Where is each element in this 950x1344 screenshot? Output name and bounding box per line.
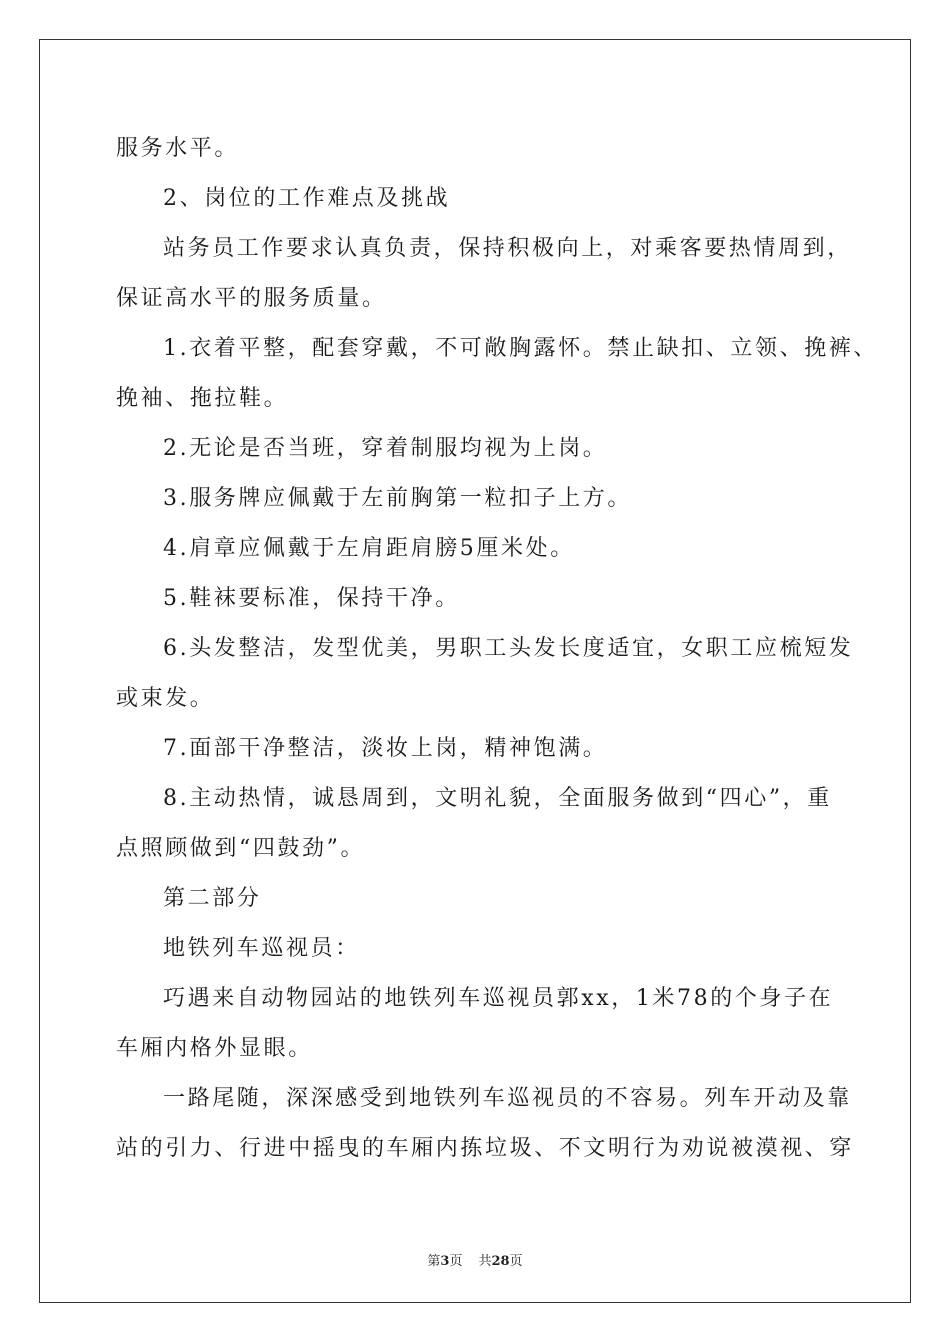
page-prefix: 第 <box>427 1254 441 1269</box>
paragraph-line: 站务员工作要求认真负责，保持积极向上，对乘客要热情周到， <box>163 236 852 261</box>
total-pages: 28 <box>491 1254 510 1269</box>
list-item-7: 7.面部干净整洁，淡妆上岗，精神饱满。 <box>163 736 608 761</box>
list-item-6-cont: 或束发。 <box>116 686 215 711</box>
list-item-2: 2.无论是否当班，穿着制服均视为上岗。 <box>163 436 608 461</box>
list-item-1-cont: 挽袖、拖拉鞋。 <box>116 386 289 411</box>
list-item-5: 5.鞋袜要标准，保持干净。 <box>163 586 460 611</box>
list-item-8: 8.主动热情，诚恳周到，文明礼貌，全面服务做到“四心”，重 <box>163 786 832 811</box>
total-suffix: 页 <box>509 1254 523 1269</box>
page-suffix: 页 <box>449 1254 463 1269</box>
paragraph-line: 车厢内格外显眼。 <box>116 1036 313 1061</box>
paragraph-line: 巧遇来自动物园站的地铁列车巡视员郭xx，1米78的个身子在 <box>163 986 834 1011</box>
list-item-8-cont: 点照顾做到“四鼓劲”。 <box>116 836 366 861</box>
paragraph-line: 站的引力、行进中摇曳的车厢内拣垃圾、不文明行为劝说被漠视、穿 <box>116 1136 855 1161</box>
paragraph-line: 服务水平。 <box>116 136 240 161</box>
list-item-3: 3.服务牌应佩戴于左前胸第一粒扣子上方。 <box>163 486 632 511</box>
list-item-4: 4.肩章应佩戴于左肩距肩膀5厘米处。 <box>163 536 575 561</box>
page-footer <box>0 1250 950 1269</box>
subsection-heading: 地铁列车巡视员： <box>163 936 360 961</box>
total-prefix: 共 <box>478 1254 492 1269</box>
paragraph-line: 一路尾随，深深感受到地铁列车巡视员的不容易。列车开动及靠 <box>163 1086 852 1111</box>
paragraph-line: 保证高水平的服务质量。 <box>116 286 387 311</box>
page-number: 3 <box>440 1254 450 1269</box>
part-heading: 第二部分 <box>163 886 262 911</box>
list-item-6: 6.头发整洁，发型优美，男职工头发长度适宜，女职工应梳短发 <box>163 636 854 661</box>
section-heading: 2、岗位的工作难点及挑战 <box>163 186 451 211</box>
list-item-1: 1.衣着平整，配套穿戴，不可敞胸露怀。禁止缺扣、立领、挽裤、 <box>163 336 878 361</box>
